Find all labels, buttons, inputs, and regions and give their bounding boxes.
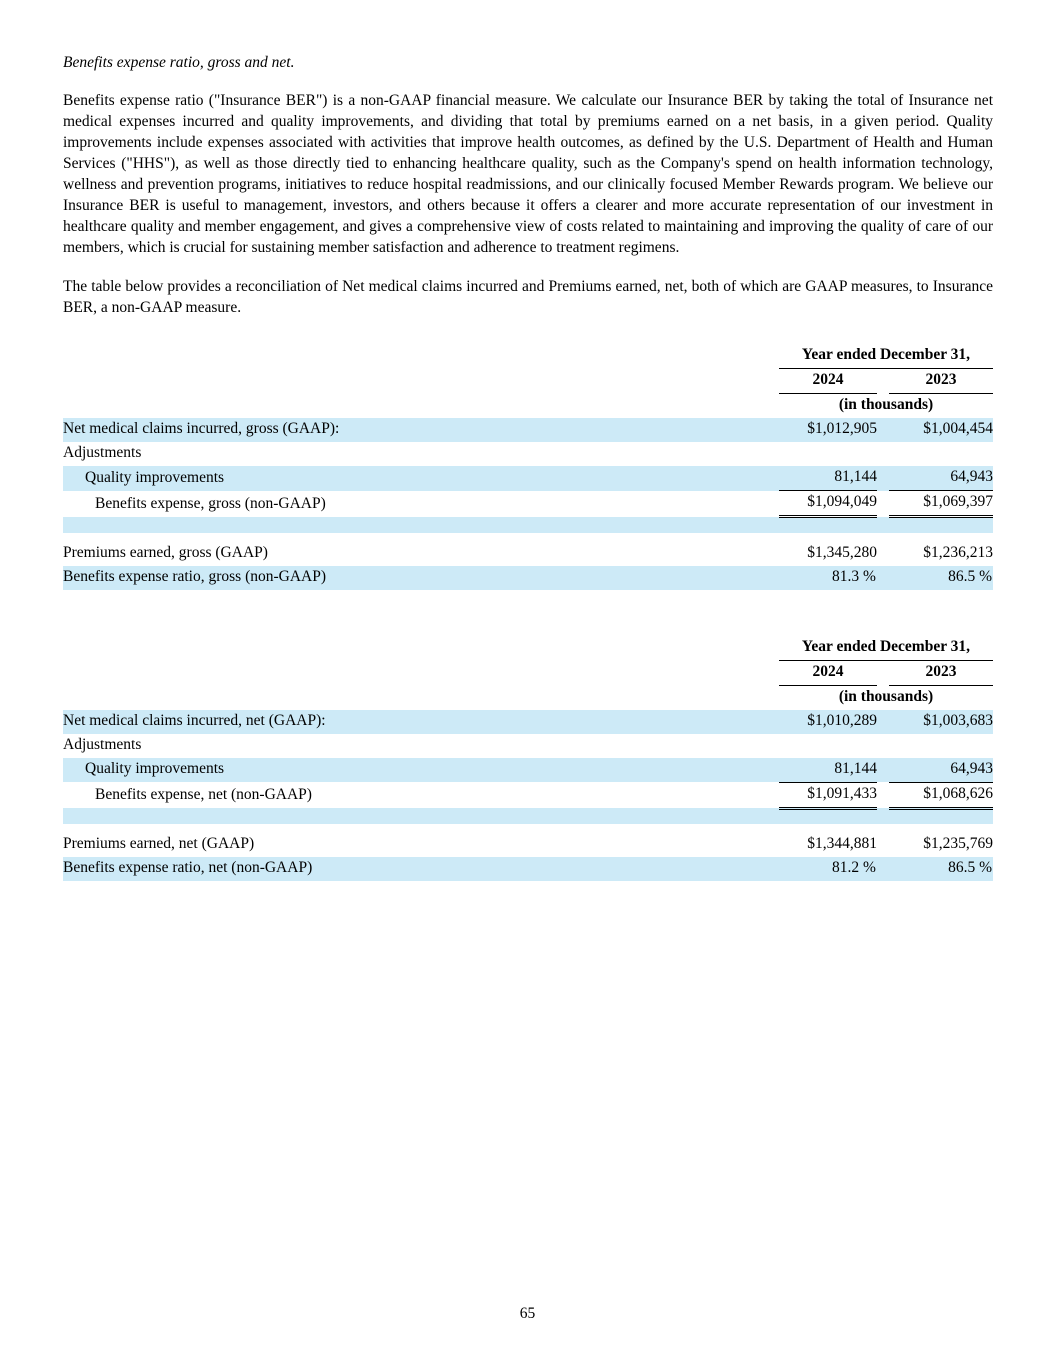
row-label: Benefits expense ratio, net (non-GAAP): [63, 857, 779, 881]
period-header-row: [63, 344, 993, 369]
value-2023: 64,943: [889, 466, 993, 491]
table-row: [63, 533, 993, 566]
row-label: Adjustments: [63, 444, 142, 461]
empty-cell: [63, 636, 779, 661]
row-label: Premiums earned, net (GAAP): [63, 835, 255, 852]
table-row: [63, 782, 993, 808]
row-label: Quality improvements: [63, 466, 779, 491]
row-label: Benefits expense, net (non-GAAP): [95, 786, 312, 803]
row-label: Adjustments: [63, 735, 142, 753]
units-note: (in thousands): [838, 396, 934, 413]
table-row: [63, 491, 993, 517]
paragraph-ber-definition: Benefits expense ratio ("Insurance BER") is a non-GAAP financial measure. We calculate our Insurance BER by taking the total of Insurance net medical expenses incurred and quality improvements, and dividing that total by premiums earned on a net basis, in a given period. Quality improvements include expenses associated with activities that improve health outcomes, as defined by the U.S. Department of Health and Human Services ("HHS"), as well as those directly tied to enhancing healthcare quality, such as the Company's spend on health information technology, wellness and prevention programs, initiatives to reduce hospital readmissions, and our clinically focused Member Rewards program. We believe our Insurance BER is useful to management, investors, and others because it offers a clearer and more accurate representation of our investment in healthcare quality and member engagement, and gives a comprehensive view of costs related to maintaining and improving the quality of care of our members, which is crucial for sustaining member satisfaction and adherence to treatment regimens.: [63, 92, 993, 256]
value-2023: 86.5 %: [889, 566, 993, 590]
value-2023: $1,003,683: [889, 710, 993, 734]
gap-cell: [877, 442, 889, 466]
value-2024: $1,344,881: [807, 835, 877, 852]
value-2023: 64,943: [889, 758, 993, 783]
paragraph-table-intro: The table below provides a reconciliation of Net medical claims incurred and Premiums earned, net, both of which are GAAP measures, to Insurance BER, a non-GAAP measure.: [63, 278, 993, 316]
value-2024: [779, 442, 877, 466]
year-header-row: [63, 369, 993, 394]
gap-cell: [877, 824, 889, 857]
gap-cell: [877, 758, 889, 783]
gap-cell: [877, 734, 889, 758]
period-header: Year ended December 31,: [779, 344, 993, 369]
gap-cell: [877, 782, 889, 808]
table-row: [63, 734, 993, 758]
empty-cell: [63, 660, 779, 685]
value-2024: $1,010,289: [779, 710, 877, 734]
gap-cell: [877, 857, 889, 881]
table-row: [63, 857, 993, 881]
units-row: [63, 394, 993, 419]
value-2024: 81,144: [779, 466, 877, 491]
net-ber-table: [63, 636, 993, 882]
table-row: [63, 566, 993, 590]
row-label: Benefits expense, gross (non-GAAP): [95, 494, 326, 512]
table-row: [63, 466, 993, 491]
table-row: [63, 824, 993, 857]
page-number: 65: [519, 1305, 536, 1322]
value-2023: [889, 442, 993, 466]
table-row: [63, 710, 993, 734]
gap-cell: [877, 369, 889, 394]
table-row: [63, 442, 993, 466]
row-label: Benefits expense ratio, gross (non-GAAP): [63, 566, 779, 590]
spacer-row: [63, 517, 993, 533]
value-2024: 81.3 %: [779, 566, 877, 590]
units-row: [63, 685, 993, 710]
spacer-row: [63, 808, 993, 824]
value-2024: [779, 734, 877, 758]
spacer-cell: [63, 808, 993, 824]
value-2023: $1,235,769: [923, 835, 993, 852]
gap-cell: [877, 533, 889, 566]
value-2024: $1,094,049: [779, 491, 877, 517]
year-header-2024: 2024: [779, 660, 877, 685]
gap-cell: [877, 566, 889, 590]
gap-cell: [877, 418, 889, 442]
gap-cell: [877, 660, 889, 685]
year-header-2023: 2023: [889, 369, 993, 394]
empty-cell: [63, 394, 779, 419]
value-2024: 81,144: [779, 758, 877, 783]
empty-cell: [63, 344, 779, 369]
value-2023: [889, 734, 993, 758]
value-2023: 86.5 %: [889, 857, 993, 881]
period-header-row: [63, 636, 993, 661]
value-2023: $1,004,454: [889, 418, 993, 442]
table-row: [63, 758, 993, 783]
value-2023: $1,236,213: [923, 543, 993, 561]
period-header: Year ended December 31,: [779, 636, 993, 661]
gap-cell: [877, 466, 889, 491]
gap-cell: [877, 491, 889, 517]
row-label: Quality improvements: [63, 758, 779, 783]
value-2024: $1,345,280: [807, 543, 877, 561]
section-heading: Benefits expense ratio, gross and net.: [63, 54, 295, 71]
row-label: Premiums earned, gross (GAAP): [63, 543, 268, 561]
empty-cell: [63, 685, 779, 710]
units-note: (in thousands): [838, 687, 934, 705]
value-2024: $1,012,905: [779, 418, 877, 442]
value-2024: 81.2 %: [779, 857, 877, 881]
year-header-2024: 2024: [779, 369, 877, 394]
row-label: Net medical claims incurred, gross (GAAP):: [63, 418, 779, 442]
value-2024: $1,091,433: [779, 782, 877, 808]
gross-ber-table: [63, 344, 993, 590]
value-2023: $1,068,626: [889, 782, 993, 808]
year-header-row: [63, 660, 993, 685]
table-row: [63, 418, 993, 442]
empty-cell: [63, 369, 779, 394]
gap-cell: [877, 710, 889, 734]
value-2023: $1,069,397: [889, 491, 993, 517]
row-label: Net medical claims incurred, net (GAAP):: [63, 710, 779, 734]
spacer-cell: [63, 517, 993, 533]
year-header-2023: 2023: [889, 660, 993, 685]
